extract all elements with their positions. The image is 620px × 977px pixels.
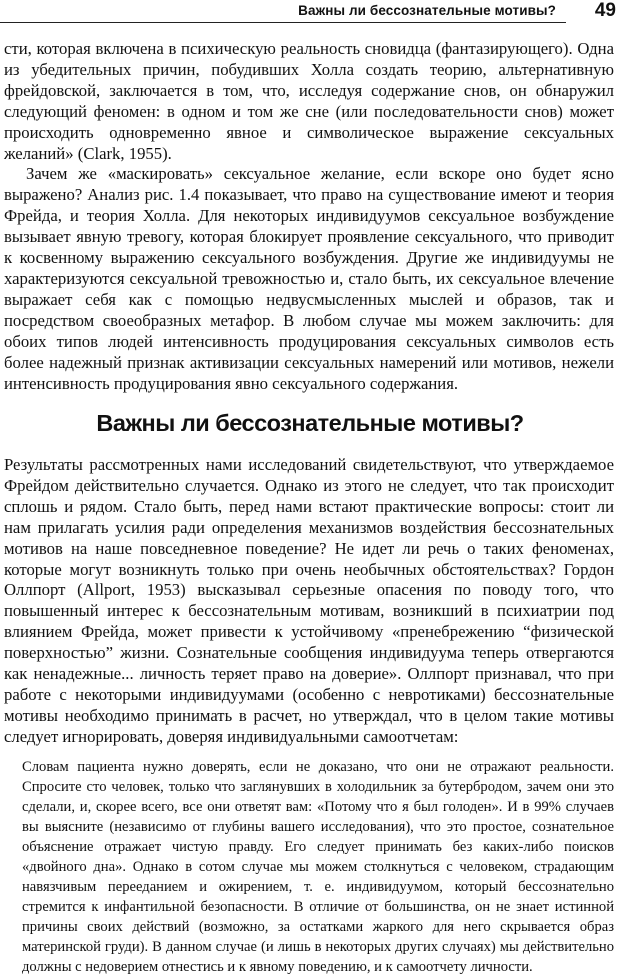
running-head xyxy=(0,0,620,26)
paragraph-section: Результаты рассмотренных нами исследований свидетельствуют, что утверждаемое Фрейдом действительно случается. Однако из этого не следует, что так происходит сплошь и рядом. Стало быть, перед нами встают практические вопросы: стоит ли нам прилагать усилия ради определения механизмов воздействия бессознательных мотивов на наше повседневное поведение? Не идет ли речь о таких феноменах, которые могут возникнуть только при очень необычных обстоятельствах? Гордон Оллпорт (Allport, 1953) высказывал серьезные опасения по поводу того, что повышенный интерес к бессознательным мотивам, возникший в психиатрии под влиянием Фрейда, может привести к устойчивому «пренебрежению “физической поверхностью” жизни. Сознательные сообщения индивидуума теперь отвергаются как ненадежные... личность теряет право на доверие». Оллпорт признавал, что при работе с некоторыми индивидуумами (особенно с невротиками) бессознательные мотивы необходимо принимать в расчет, но утверждал, что в целом такие мотивы следует игнорировать, доверяя индивидуальными самоотчетам: xyxy=(4,455,614,746)
block-quote: Словам пациента нужно доверять, если не доказано, что они не отражают реальности. Спросите сто человек, только что заглянувших в холодильник за бутербродом, зачем они это сделали, и, скорее всего, все они ответят вам: «Потому что я был голоден». И в 99% случаев вы выясните (независимо от глубины вашего исследования), что это простое, сознательное объяснение отражает чистую правду. Его следует принимать без каких-либо поисков «двойного дна». Однако в сотом случае мы можем столкнуться с человеком, страдающим навязчивым перееданием и ожирением, т. е. индивидуумом, который бессознательно стремится к инфантильной безопасности. В отличие от большинства, он не знает истинной причины своих действий (возможно, за остатками жаркого для него скрывается образ материнской груди). В данном случае (и лишь в некоторых других случаях) мы действительно должны с недоверием отнестись и к явному поведению, и к самоотчету личности. xyxy=(22,759,614,975)
running-head-rule xyxy=(0,22,566,23)
section-heading: Важны ли бессознательные мотивы? xyxy=(96,410,524,436)
paragraph-continued: сти, которая включена в психическую реальность сновидца (фантазирующего). Одна из убедительных причин, побудивших Холла создать теорию, альтернативную фрейдовской, заключается в том, что, исследуя содержание снов, он обнаружил следующий феномен: в одном и том же сне (или последовательности снов) может происходить одновременно явное и символическое выражение сексуальных желаний» (Clark, 1955). xyxy=(4,39,614,163)
paragraph-masking: Зачем же «маскировать» сексуальное желание, если вскоре оно будет ясно выражено? Анализ рис. 1.4 показывает, что право на существование имеют и теория Фрейда, и теория Холла. Для некоторых индивидуумов сексуальное возбуждение вызывает явную тревогу, которая блокирует проявление сексуального, что приводит к косвенному выражению сексуального возбуждения. Другие же индивидуумы не характеризуются сексуальной тревожностью и, стало быть, их сексуальное влечение выражает себя как с помощью недвусмысленных мыслей и образов, так и посредством своеобразных метафор. В любом случае мы можем заключить: для обоих типов людей интенсивность продуцирования сексуальных символов есть более надежный признак активизации сексуальных намерений или мотивов, нежели интенсивность продуцирования явно сексуального содержания. xyxy=(4,164,614,393)
running-head-title: Важны ли бессознательные мотивы? xyxy=(298,3,556,18)
section-text-block xyxy=(4,455,614,748)
top-text-block xyxy=(4,39,614,394)
page-number: 49 xyxy=(594,0,616,21)
